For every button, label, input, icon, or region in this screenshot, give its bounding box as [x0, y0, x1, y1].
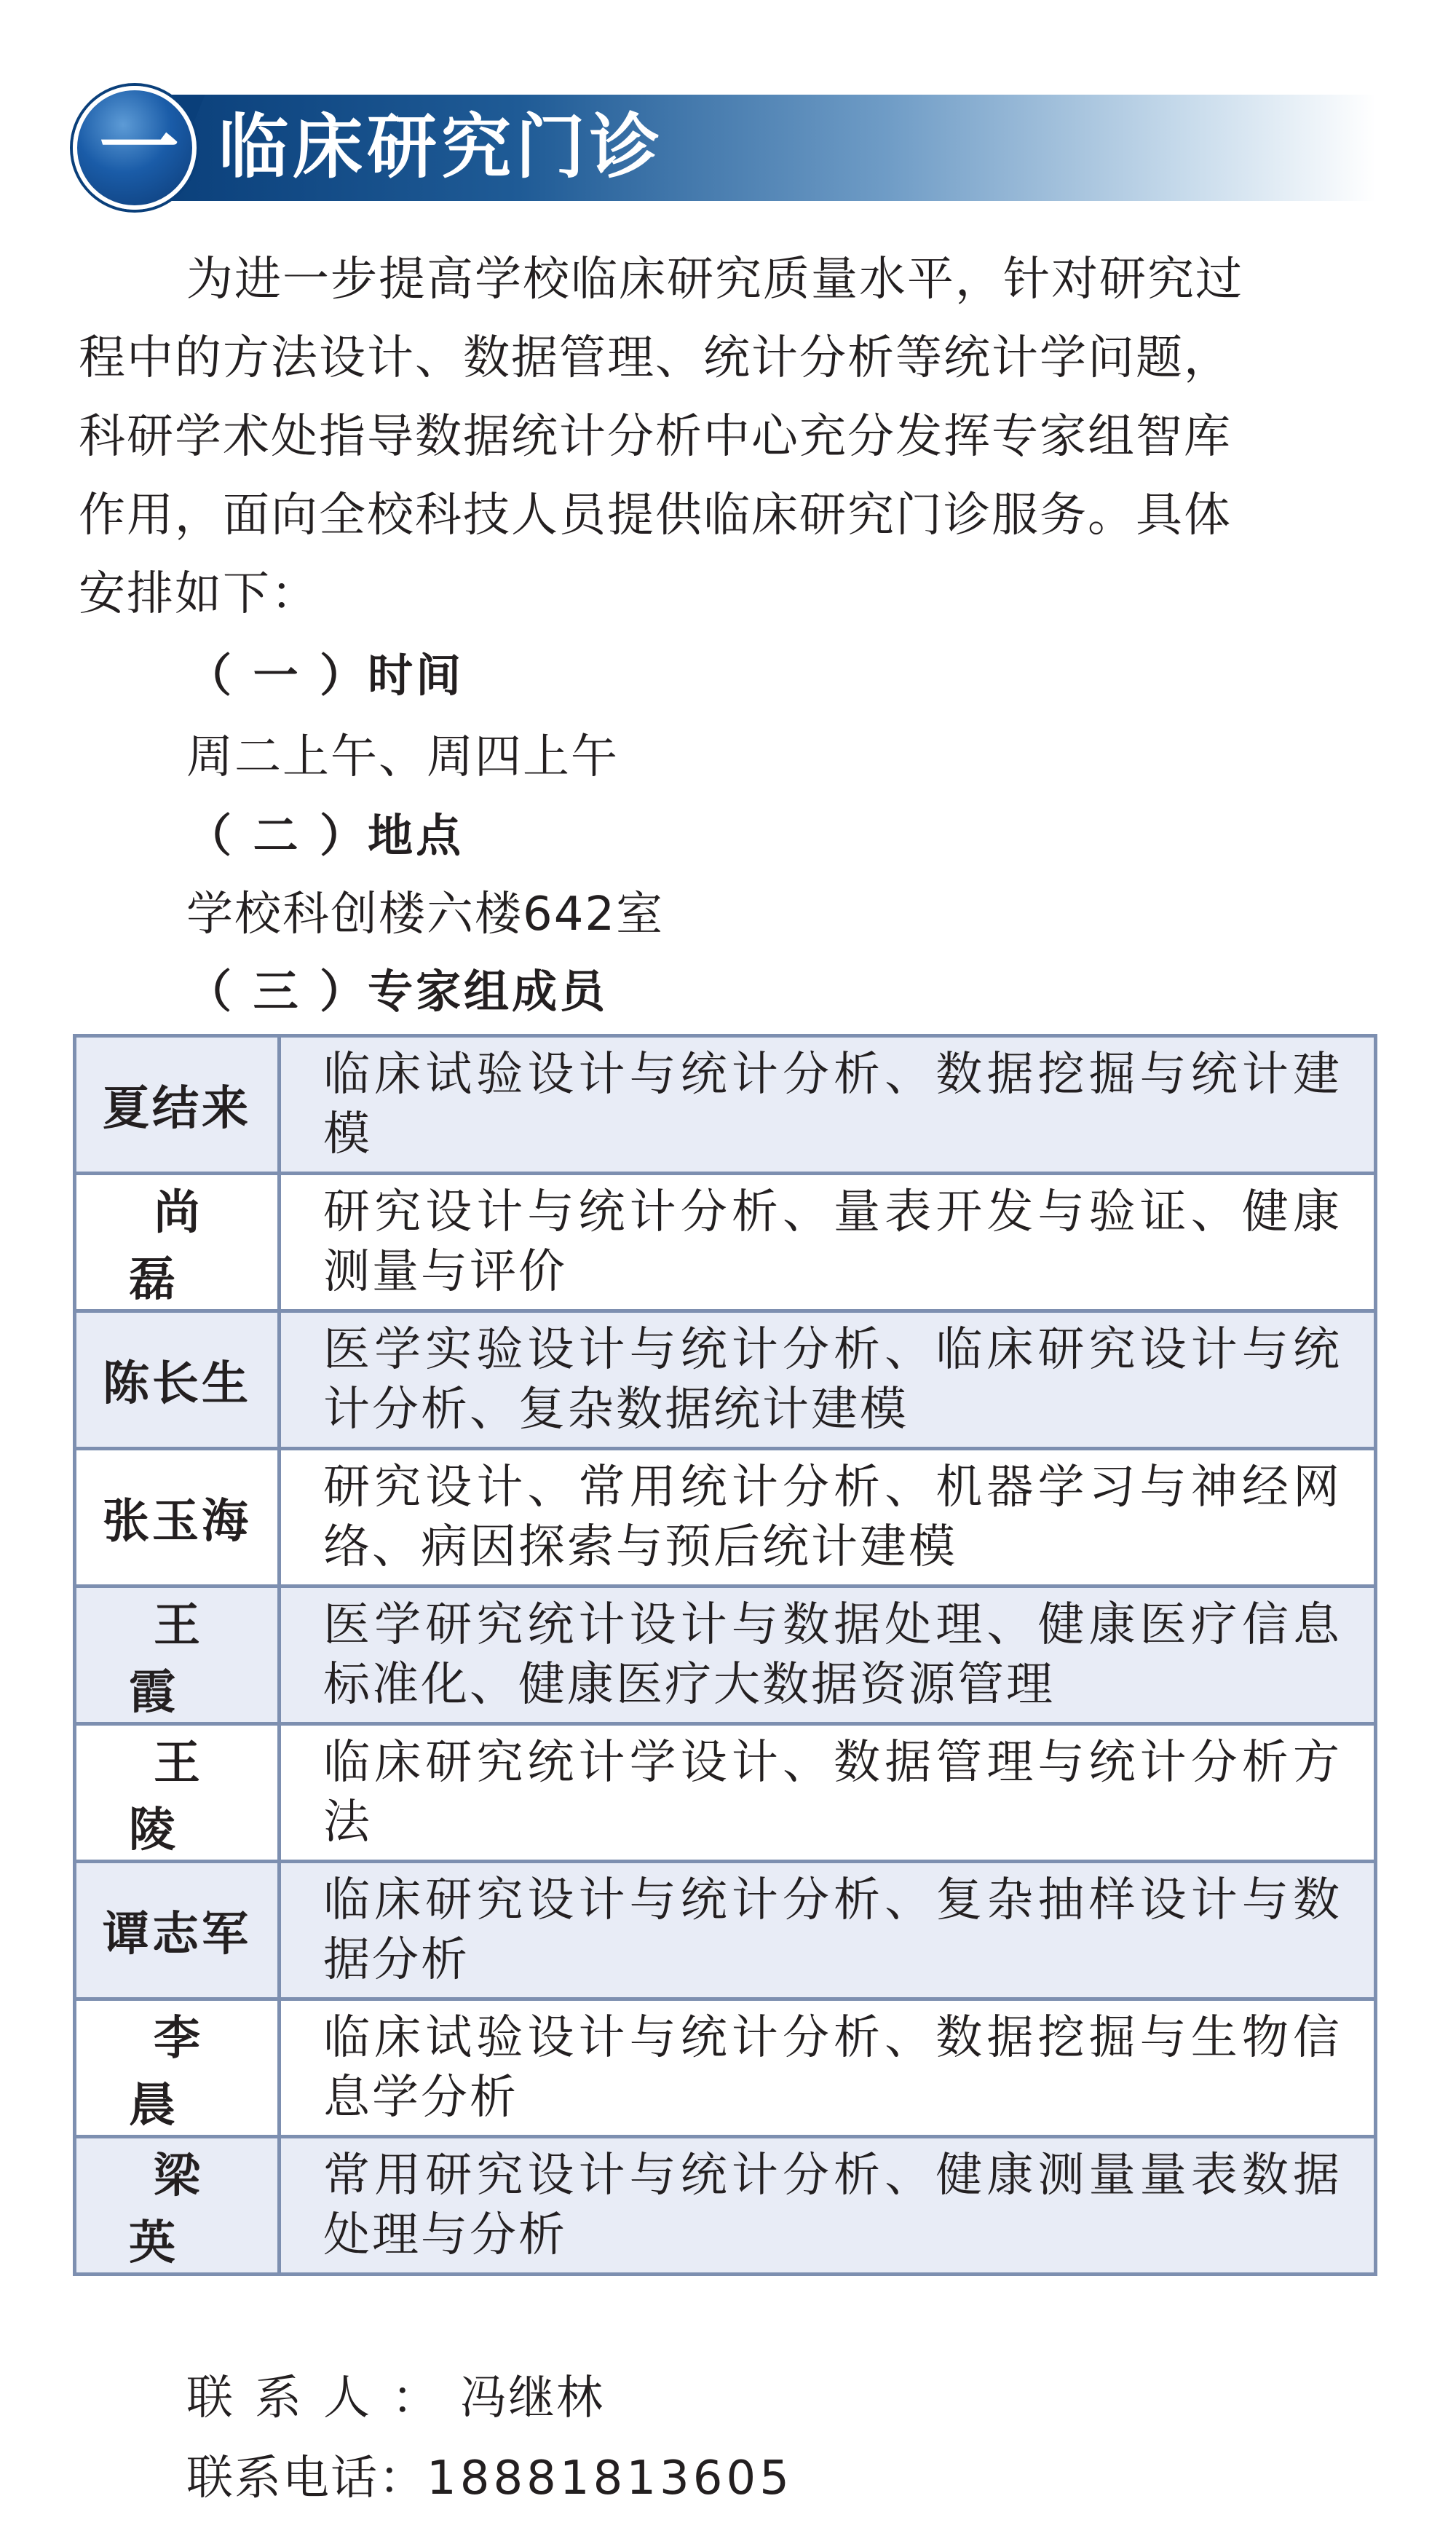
expert-area: 临床研究统计学设计、数据管理与统计分析方法: [280, 1724, 1376, 1862]
intro-paragraph: [79, 240, 1382, 633]
table-row: [75, 1587, 1376, 1724]
table-row: [75, 1724, 1376, 1862]
expert-name: 李晨: [75, 1999, 280, 2137]
table-row: [75, 1449, 1376, 1587]
intro-line: 作用，面向全校科技人员提供临床研究门诊服务。具体: [79, 489, 1232, 542]
intro-line: 安排如下：: [79, 567, 319, 621]
contact-person-label: 联系人：: [186, 2371, 460, 2425]
expert-name: 谭志军: [75, 1862, 280, 1999]
section-title: 临床研究门诊: [218, 106, 664, 188]
expert-area: 常用研究设计与统计分析、健康测量量表数据处理与分析: [280, 2137, 1376, 2275]
expert-name: 陈长生: [75, 1311, 280, 1449]
expert-area: 临床研究设计与统计分析、复杂抽样设计与数据分析: [280, 1862, 1376, 1999]
place-heading: （ 二 ）地点: [186, 809, 464, 862]
section-banner: [73, 86, 1376, 210]
expert-name: 夏结来: [75, 1036, 280, 1174]
expert-name: 梁英: [75, 2137, 280, 2275]
intro-line: 科研学术处指导数据统计分析中心充分发挥专家组智库: [79, 410, 1232, 464]
table-row: [75, 1999, 1376, 2137]
expert-area: 医学实验设计与统计分析、临床研究设计与统计分析、复杂数据统计建模: [280, 1311, 1376, 1449]
table-row: [75, 1174, 1376, 1311]
expert-area: 医学研究统计设计与数据处理、健康医疗信息标准化、健康医疗大数据资源管理: [280, 1587, 1376, 1724]
expert-name: 王霞: [75, 1587, 280, 1724]
contact-person-line: [186, 2361, 604, 2428]
expert-table: [73, 1034, 1377, 2276]
intro-line: 程中的方法设计、数据管理、统计分析等统计学问题，: [79, 331, 1232, 385]
contact-phone-line: [186, 2441, 793, 2508]
expert-area: 研究设计与统计分析、量表开发与验证、健康测量与评价: [280, 1174, 1376, 1311]
experts-heading: （ 三 ）专家组成员: [186, 965, 609, 1018]
contact-phone-label: 联系电话：: [186, 2452, 427, 2505]
section-number-badge: [73, 86, 197, 210]
contact-phone: 18881813605: [427, 2452, 793, 2505]
section-number: 一: [99, 101, 179, 194]
expert-area: 研究设计、常用统计分析、机器学习与神经网络、病因探索与预后统计建模: [280, 1449, 1376, 1587]
expert-name: 王陵: [75, 1724, 280, 1862]
expert-area: 临床试验设计与统计分析、数据挖掘与生物信息学分析: [280, 1999, 1376, 2137]
table-row: [75, 1862, 1376, 1999]
expert-name: 尚磊: [75, 1174, 280, 1311]
table-row: [75, 2137, 1376, 2275]
table-row: [75, 1311, 1376, 1449]
table-row: [75, 1036, 1376, 1174]
time-value: 周二上午、周四上午: [186, 730, 619, 784]
expert-area: 临床试验设计与统计分析、数据挖掘与统计建模: [280, 1036, 1376, 1174]
time-heading: （ 一 ）时间: [186, 649, 464, 702]
contact-person: 冯继林: [460, 2371, 604, 2425]
place-value: 学校科创楼六楼642室: [186, 888, 665, 941]
intro-line: 为进一步提高学校临床研究质量水平，针对研究过: [186, 253, 1243, 307]
expert-name: 张玉海: [75, 1449, 280, 1587]
